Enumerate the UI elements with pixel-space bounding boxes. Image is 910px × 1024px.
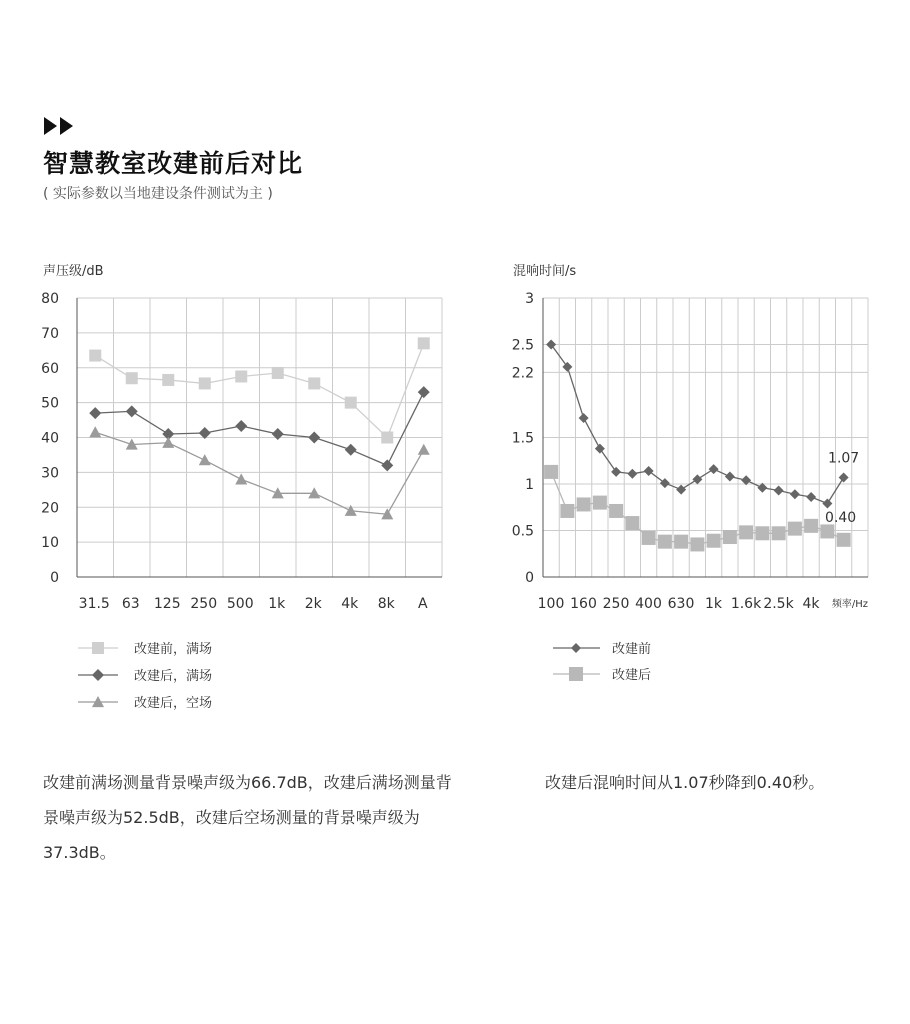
x-tick-label: 1k	[268, 596, 286, 612]
data-point	[562, 362, 572, 372]
legend-label: 改建后	[612, 668, 652, 683]
y-axis-label: 混响时间/s	[513, 264, 577, 279]
data-point	[162, 374, 174, 386]
legend-label: 改建后，空场	[134, 696, 213, 711]
y-tick-label: 0	[50, 570, 59, 586]
x-tick-label: 1.6k	[730, 596, 762, 612]
data-point	[199, 377, 211, 389]
data-point	[837, 533, 851, 547]
page-subtitle: ( 实际参数以当地建设条件测试为主 )	[43, 186, 273, 202]
y-tick-label: 2.5	[511, 337, 534, 354]
data-point	[774, 486, 784, 496]
data-point	[611, 467, 621, 477]
x-tick-label: 630	[667, 596, 695, 612]
x-tick-label: 100	[537, 596, 565, 612]
data-point	[658, 535, 672, 549]
y-tick-label: 50	[41, 395, 59, 412]
y-tick-label: 60	[41, 360, 59, 377]
data-point	[235, 473, 247, 484]
x-tick-label: 31.5	[78, 596, 110, 612]
y-tick-label: 1	[525, 477, 534, 493]
data-point	[89, 407, 101, 419]
data-point	[544, 465, 558, 479]
data-point	[345, 397, 357, 409]
x-tick-label: 2k	[304, 596, 322, 612]
data-point	[126, 405, 138, 417]
x-tick-label: 160	[570, 596, 597, 612]
data-point	[723, 530, 737, 544]
data-point	[579, 413, 589, 423]
page-title: 智慧教室改建前后对比	[43, 149, 304, 178]
x-tick-label: 250	[602, 596, 630, 612]
legend-marker	[571, 643, 581, 653]
data-point	[660, 478, 670, 488]
annotation-label: 0.40	[825, 509, 857, 526]
y-tick-label: 80	[41, 291, 59, 307]
description-right: 改建后混响时间从1.07秒降到0.40秒。	[545, 773, 825, 792]
data-point	[546, 340, 556, 350]
y-axis-label: 声压级/dB	[43, 264, 104, 279]
x-tick-label: 4k	[341, 596, 359, 612]
data-point	[381, 432, 393, 444]
y-tick-label: 30	[41, 465, 59, 482]
y-tick-label: 70	[41, 325, 59, 342]
data-point	[676, 485, 686, 495]
data-point	[806, 492, 816, 502]
data-point	[709, 464, 719, 474]
legend-marker	[92, 642, 104, 654]
data-point	[345, 505, 357, 516]
x-axis-label: 频率/Hz	[831, 599, 868, 610]
data-point	[593, 496, 607, 510]
data-point	[642, 531, 656, 545]
data-point	[235, 370, 247, 382]
x-tick-label: 2.5k	[763, 596, 794, 612]
y-tick-label: 10	[41, 535, 59, 552]
data-point	[755, 526, 769, 540]
data-point	[625, 516, 639, 530]
x-tick-label: 1k	[704, 596, 723, 612]
data-point	[609, 504, 623, 518]
y-tick-label: 0.5	[511, 523, 534, 540]
data-point	[272, 428, 284, 440]
data-point	[804, 519, 818, 533]
data-point	[674, 535, 688, 549]
data-point	[418, 444, 430, 455]
y-tick-label: 2.2	[511, 365, 534, 382]
y-tick-label: 1.5	[511, 430, 534, 447]
data-point	[199, 454, 211, 465]
data-point	[418, 337, 430, 349]
data-point	[345, 444, 357, 456]
legend-label: 改建前	[612, 642, 652, 657]
data-point	[739, 525, 753, 539]
y-tick-label: 3	[525, 291, 534, 307]
data-point	[822, 499, 832, 509]
data-point	[308, 377, 320, 389]
x-tick-label: 63	[121, 596, 140, 612]
x-tick-label: 500	[226, 596, 254, 612]
data-point	[89, 426, 101, 437]
x-tick-label: 125	[153, 596, 181, 612]
data-point	[690, 537, 704, 551]
data-point	[790, 489, 800, 499]
data-point	[560, 504, 574, 518]
x-tick-label: 400	[635, 596, 662, 612]
description-left: 改建前满场测量背景噪声级为66.7dB，改建后满场测量背景噪声级为52.5dB，改建后空场测量的背景噪声级为37.3dB。	[43, 773, 452, 862]
legend-marker	[569, 667, 583, 681]
data-point	[595, 444, 605, 454]
y-tick-label: 20	[41, 500, 59, 517]
sound-level-chart	[41, 264, 442, 711]
data-point	[126, 372, 138, 384]
data-point	[839, 472, 849, 482]
data-point	[772, 526, 786, 540]
x-tick-label: A	[417, 596, 428, 612]
legend-label: 改建前，满场	[134, 642, 213, 657]
y-tick-label: 0	[525, 570, 534, 586]
data-point	[89, 350, 101, 362]
x-tick-label: 250	[190, 596, 218, 612]
annotation-label: 1.07	[828, 450, 860, 467]
data-point	[381, 459, 393, 471]
data-point	[788, 522, 802, 536]
data-point	[235, 420, 247, 432]
data-point	[692, 474, 702, 484]
reverb-time-chart	[512, 263, 868, 683]
data-point	[308, 432, 320, 444]
x-tick-label: 4k	[802, 596, 820, 612]
data-point	[272, 367, 284, 379]
legend-label: 改建后，满场	[134, 669, 213, 684]
data-point	[707, 534, 721, 548]
x-tick-label: 8k	[377, 596, 395, 612]
data-point	[644, 466, 654, 476]
data-point	[820, 524, 834, 538]
y-tick-label: 40	[41, 430, 59, 447]
data-point	[627, 469, 637, 479]
data-point	[725, 472, 735, 482]
legend-marker	[92, 669, 104, 681]
data-point	[418, 386, 430, 398]
data-point	[577, 497, 591, 511]
